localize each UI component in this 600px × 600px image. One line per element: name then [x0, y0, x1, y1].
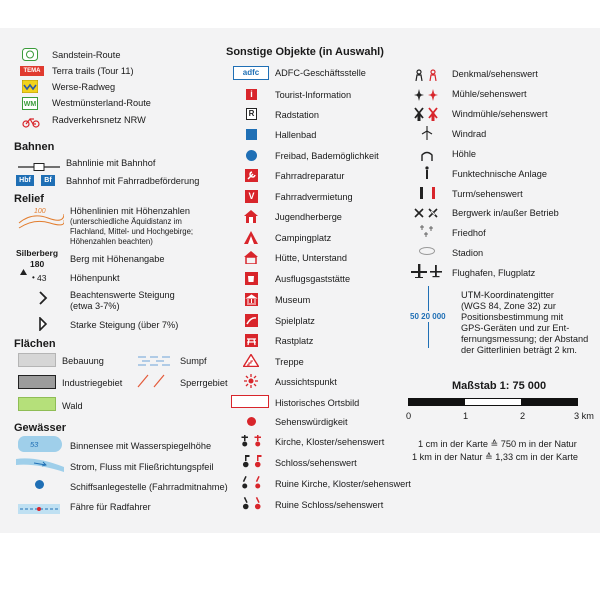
utm-text-2: (WGS 84, Zone 32) zur: [461, 301, 556, 311]
contour-text-3: Flachland, Mittel- und Hochgebirge;: [70, 227, 194, 236]
bahnen-label: Bahnhof mit Fahrradbeförderung: [66, 176, 200, 186]
scale-tick-3: 3 km: [574, 411, 594, 421]
scale-note-1: 1 cm in der Karte ≙ 750 m in der Natur: [418, 439, 577, 449]
sonstige-label: Ausflugsgaststätte: [275, 274, 351, 284]
ruin-church-icon: [240, 475, 264, 489]
westmuensterland-icon: [22, 97, 38, 110]
sonstige-label: Tourist-Information: [275, 90, 352, 100]
playground-icon: [245, 314, 258, 327]
slope-text-2: (etwa 3-7%): [70, 301, 120, 311]
ruin-castle-icon: [240, 496, 264, 510]
contour-text-4: Höhenzahlen beachten): [70, 237, 153, 246]
section-title-gewaesser: Gewässer: [14, 422, 66, 434]
section-title-relief: Relief: [14, 193, 44, 205]
steep-slope-text: Starke Steigung (über 7%): [70, 320, 179, 330]
church-icon: [240, 433, 264, 447]
cemetery-icon: [418, 224, 436, 238]
right-label: Denkmal/sehenswert: [452, 69, 538, 79]
sonstige-label: Schloss/sehenswert: [275, 458, 357, 468]
section-title-sonstige: Sonstige Objekte (in Auswahl): [226, 46, 384, 58]
scale-segment: [465, 399, 521, 405]
scale-tick-2: 2: [520, 411, 526, 421]
stairs-icon: [243, 354, 259, 367]
radstation-icon: [246, 108, 257, 120]
bebauung-swatch: [18, 353, 56, 367]
right-label: Mühle/sehenswert: [452, 89, 527, 99]
contour-text-2: (unterschiedliche Äquidistanz im: [70, 217, 182, 226]
section-title-bahnen: Bahnen: [14, 141, 55, 153]
route-label: Terra trails (Tour 11): [52, 66, 134, 76]
adfc-icon: [233, 66, 269, 80]
mountain-label: Berg mit Höhenangabe: [70, 254, 165, 264]
industrie-swatch: [18, 375, 56, 389]
cave-icon: [421, 148, 433, 158]
pier-icon: [35, 480, 44, 489]
gewaesser-label: Binnensee mit Wasserspiegelhöhe: [70, 441, 212, 451]
slope-text-1: Beachtenswerte Steigung: [70, 290, 175, 300]
utm-text-4: GPS-Geräten und zur Ent-: [461, 323, 570, 333]
sonstige-label: Jugendherberge: [275, 212, 342, 222]
lake-number: 53: [30, 440, 39, 449]
utm-text-1: UTM-Koordinatengitter: [461, 290, 554, 300]
scale-segment: [409, 399, 465, 405]
scale-note-2: 1 km in der Natur ≙ 1,33 cm in der Karte: [412, 452, 578, 462]
steep-slope-icon: [38, 317, 48, 331]
hut-icon: [244, 251, 258, 264]
height-point-dot: •: [32, 273, 35, 282]
mine-icon: [414, 206, 440, 218]
sperrgebiet-swatch: [136, 374, 172, 388]
castle-icon: [240, 454, 264, 468]
radstation-badge: R: [248, 109, 255, 118]
adfc-badge: adfc: [242, 68, 260, 77]
river-icon: [16, 456, 64, 472]
sonstige-label: Aussichtspunkt: [275, 377, 337, 387]
route-label: Werse-Radweg: [52, 82, 116, 92]
historic-area-icon: [231, 395, 269, 408]
sonstige-label: Kirche, Kloster/sehenswert: [275, 437, 385, 447]
right-label: Windrad: [452, 129, 487, 139]
right-label: Stadion: [452, 248, 484, 258]
museum-icon: [245, 293, 258, 306]
sonstige-label: Radstation: [275, 110, 319, 120]
right-label: Friedhof: [452, 228, 486, 238]
flaechen-label: Sperrgebiet: [180, 378, 228, 388]
scale-segment: [521, 399, 577, 405]
sonstige-label: Hütte, Unterstand: [275, 253, 348, 263]
sight-icon: [247, 417, 256, 426]
railway-icon: [18, 158, 60, 166]
contour-text-1: Höhenlinien mit Höhenzahlen: [70, 206, 191, 216]
mountain-name: Silberberg: [16, 248, 59, 258]
scale-tick-1: 1: [463, 411, 469, 421]
freibad-icon: [246, 150, 257, 161]
rest-area-icon: [245, 334, 258, 347]
height-point-label: Höhenpunkt: [70, 273, 120, 283]
bahnen-label: Bahnlinie mit Bahnhof: [66, 158, 156, 168]
mill-icon: [414, 88, 440, 100]
terra-badge: TEMA: [23, 68, 41, 74]
flaechen-label: Wald: [62, 401, 83, 411]
route-label: Radverkehrsnetz NRW: [52, 115, 146, 125]
sonstige-label: Spielplatz: [275, 316, 315, 326]
right-label: Funktechnische Anlage: [452, 169, 548, 179]
sonstige-label: Hallenbad: [275, 130, 317, 140]
stadium-icon: [419, 247, 435, 255]
height-point-value: 43: [37, 273, 47, 283]
sonstige-label: Treppe: [275, 357, 304, 367]
legend-sheet: [0, 28, 600, 533]
utm-text-3: Positionsbestimmung mit: [461, 312, 564, 322]
cup-icon: [245, 272, 258, 285]
route-label: Westmünsterland-Route: [52, 98, 151, 108]
scale-tick-0: 0: [406, 411, 412, 421]
utm-text-5: fernungsmessung; der Abstand: [461, 334, 589, 344]
fahrradvermietung-icon: V: [245, 190, 258, 203]
gewaesser-label: Schiffsanlegestelle (Fahrradmitnahme): [70, 482, 228, 492]
sonstige-label: Campingplatz: [275, 233, 332, 243]
flaechen-label: Bebauung: [62, 356, 104, 366]
sandstein-route-icon: [22, 48, 38, 61]
airport-icon: [411, 264, 443, 278]
scale-bar: [408, 398, 578, 406]
scale-title: Maßstab 1: 75 000: [452, 380, 547, 392]
ferry-icon: [18, 501, 60, 511]
right-label: Höhle: [452, 149, 477, 159]
sonstige-label: Historisches Ortsbild: [275, 398, 360, 408]
wind-turbine-icon: [421, 126, 433, 140]
hbf-icon: [16, 175, 34, 186]
tent-icon: [244, 231, 258, 244]
utm-text-6: der Gitterlinien beträgt 2 km.: [461, 345, 577, 355]
wm-badge: WM: [23, 101, 37, 108]
flaechen-label: Sumpf: [180, 356, 207, 366]
right-label: Turm/sehenswert: [452, 189, 523, 199]
right-label: Windmühle/sehenswert: [452, 109, 548, 119]
sonstige-label: Sehenswürdigkeit: [275, 417, 348, 427]
sonstige-label: Rastplatz: [275, 336, 314, 346]
terra-trails-icon: [20, 66, 44, 76]
hallenbad-icon: [246, 129, 257, 140]
monument-icon: [414, 68, 440, 80]
bf-icon: [41, 175, 55, 186]
windmill-icon: [414, 107, 440, 121]
right-label: Bergwerk in/außer Betrieb: [452, 208, 559, 218]
wrench-icon: [245, 169, 258, 182]
sonstige-label: Ruine Kirche, Kloster/sehenswert: [275, 479, 411, 489]
viewpoint-icon: [244, 374, 258, 388]
sonstige-label: Ruine Schloss/sehenswert: [275, 500, 384, 510]
flaechen-label: Industriegebiet: [62, 378, 123, 388]
info-icon: i: [246, 89, 257, 100]
sonstige-label: ADFC-Geschäftsstelle: [275, 68, 366, 78]
sonstige-label: Fahrradvermietung: [275, 192, 353, 202]
mountain-height: 180: [30, 259, 45, 269]
gewaesser-label: Fähre für Radfahrer: [70, 502, 151, 512]
sonstige-label: Museum: [275, 295, 311, 305]
werse-radweg-icon: [22, 80, 38, 93]
sonstige-label: Freibad, Bademöglichkeit: [275, 151, 379, 161]
wald-swatch: [18, 397, 56, 411]
sumpf-swatch: [136, 353, 172, 365]
bicycle-icon: [22, 115, 40, 126]
utm-value: 50 20 000: [410, 312, 446, 321]
radio-tower-icon: [423, 166, 431, 179]
jugendherberge-icon: [244, 210, 258, 223]
section-title-flaechen: Flächen: [14, 338, 56, 350]
right-label: Flughafen, Flugplatz: [452, 268, 536, 278]
contour-number: 100: [34, 208, 46, 215]
lake-icon: [18, 436, 62, 452]
tower-icon: [418, 186, 438, 199]
gewaesser-label: Strom, Fluss mit Fließrichtungspfeil: [70, 462, 214, 472]
slope-icon: [38, 291, 48, 305]
route-label: Sandstein-Route: [52, 50, 121, 60]
hbf-badge: Hbf: [19, 177, 31, 184]
peak-triangle-icon: [20, 262, 27, 268]
bf-badge: Bf: [44, 177, 52, 184]
sonstige-label: Fahrradreparatur: [275, 171, 345, 181]
